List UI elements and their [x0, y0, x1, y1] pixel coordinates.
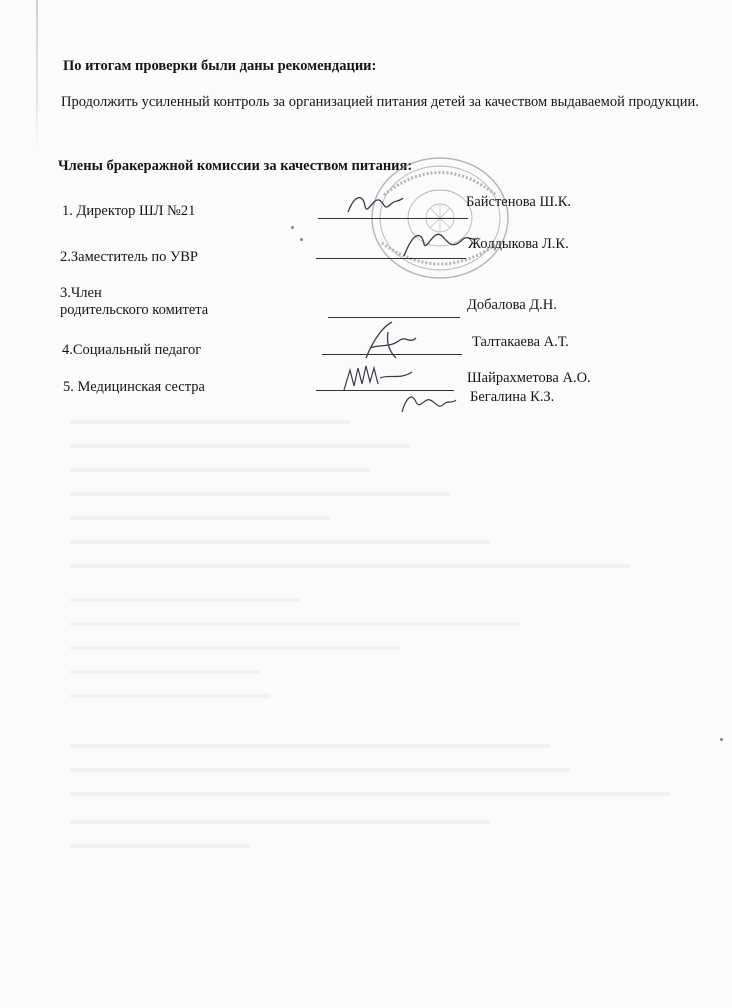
member-name-social-teacher: Талтакаева А.Т.: [472, 334, 569, 350]
signature-director: [345, 190, 405, 218]
member-name-deputy: Жолдыкова Л.К.: [468, 236, 569, 252]
signature-nurse-second: [398, 388, 458, 416]
member-role-parent-committee: 3.Член: [60, 285, 102, 301]
member-name-nurse-2: Бегалина К.З.: [470, 389, 555, 405]
signature-line: [318, 218, 468, 219]
recommendation-text: Продолжить усиленный контроль за организацией питания детей за качеством выдаваемой продукции.: [61, 94, 699, 110]
member-name-director: Байстенова Ш.К.: [466, 194, 572, 210]
commission-members-heading: Члены бракеражной комиссии за качеством питания:: [58, 158, 413, 174]
member-role-nurse: 5. Медицинская сестра: [63, 379, 205, 395]
scan-fold-shadow: [36, 0, 38, 150]
recommendations-heading: По итогам проверки были даны рекомендации:: [63, 58, 377, 74]
scan-speck: [300, 238, 303, 241]
scan-speck: [720, 738, 723, 741]
member-role-parent-committee-line2: родительского комитета: [60, 302, 209, 318]
member-role-director: 1. Директор ШЛ №21: [62, 203, 196, 219]
scan-speck: [291, 226, 294, 229]
member-role-social-teacher: 4.Социальный педагог: [62, 342, 202, 358]
member-name-nurse-1: Шайрахметова А.О.: [467, 370, 591, 386]
member-name-parent-committee: Добалова Д.Н.: [467, 297, 557, 313]
member-role-deputy: 2.Заместитель по УВР: [60, 249, 198, 265]
signature-social-teacher: [360, 318, 420, 362]
official-stamp: [362, 155, 512, 285]
